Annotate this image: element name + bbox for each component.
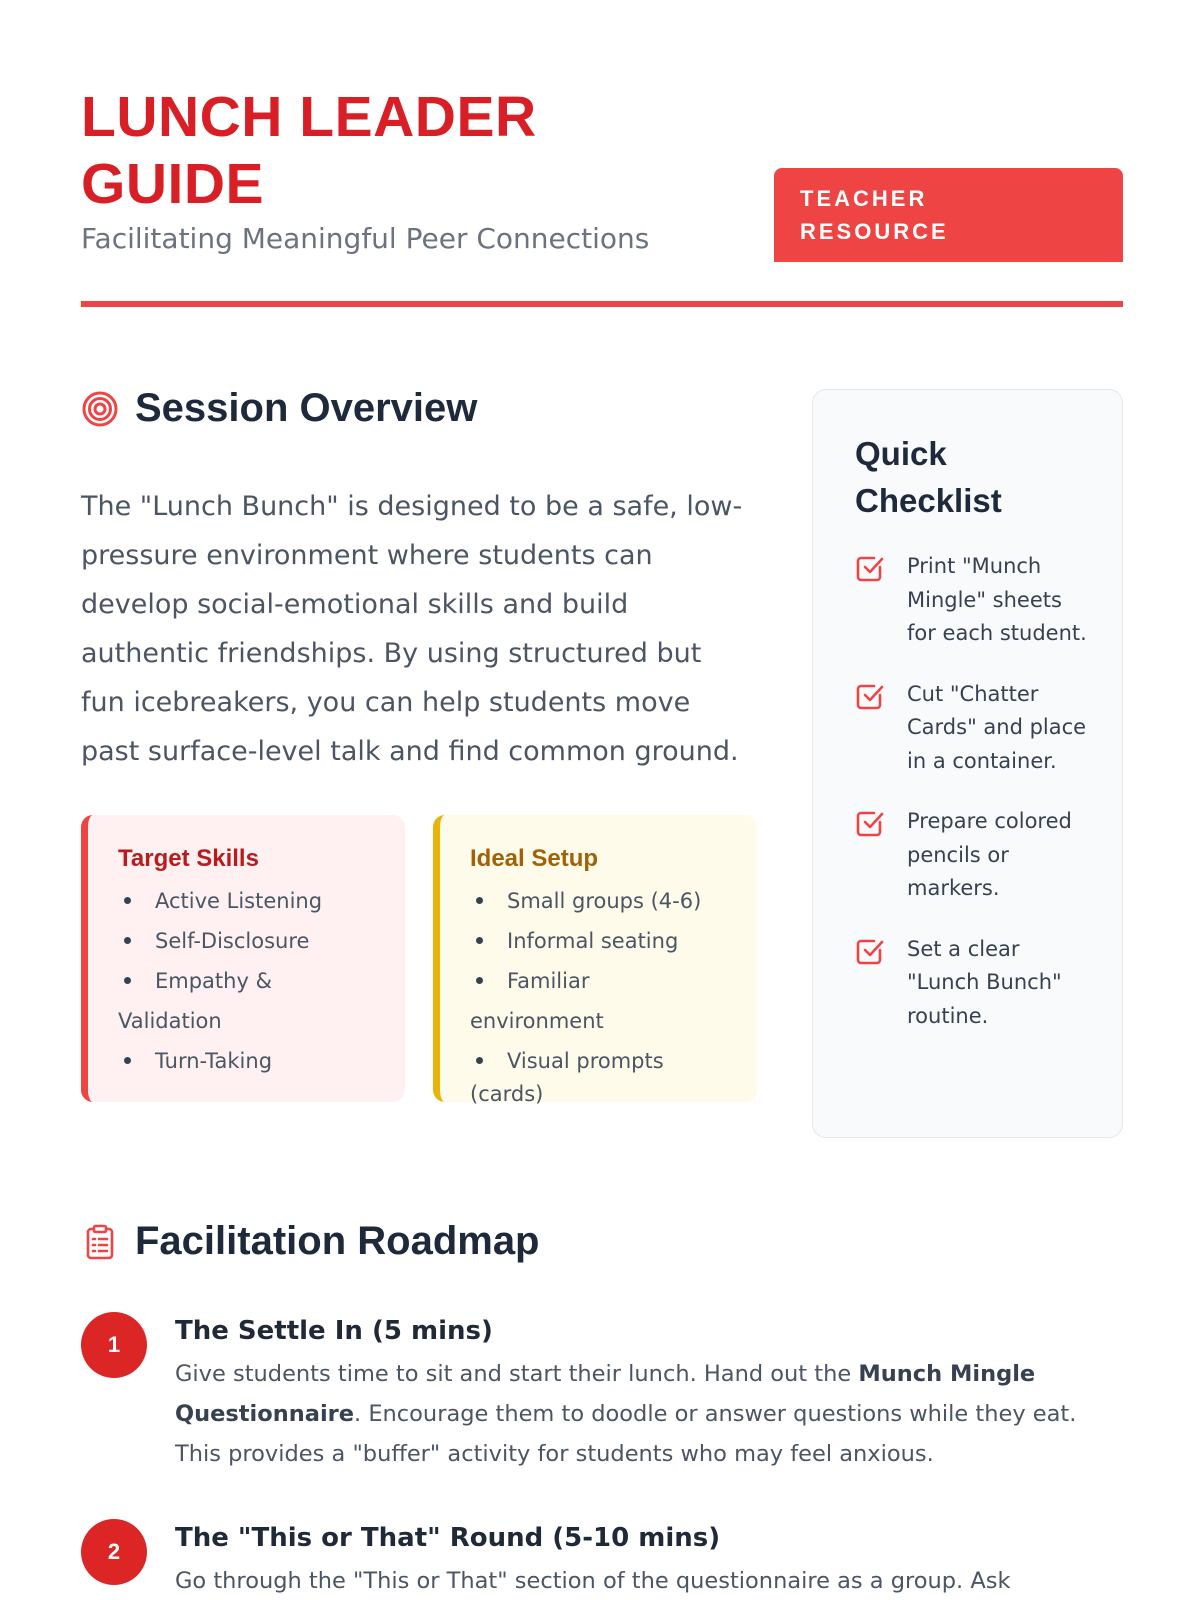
page-header (81, 84, 1123, 255)
header-divider (81, 301, 1123, 307)
roadmap-step (81, 1316, 1123, 1474)
checklist-item[interactable] (855, 678, 1090, 779)
list-item: Empathy & Validation (118, 969, 272, 1033)
checklist-item-text: Print "Munch Mingle" sheets for each student. (907, 554, 1087, 645)
list-item: Visual prompts (cards) (470, 1049, 664, 1106)
facilitation-roadmap-title: Facilitation Roadmap (135, 1219, 540, 1263)
overview-paragraph: The "Lunch Bunch" is designed to be a safe, low-pressure environment where students can develop social-emotional skills and build authentic friendships. By using structured but fun icebreakers, you can help students move past surface-level talk and find common ground. (81, 491, 743, 767)
checklist-item-text: Cut "Chatter Cards" and place in a container. (907, 681, 1087, 773)
step-number: 1 (81, 1312, 147, 1378)
list-item: Self-Disclosure (118, 921, 375, 961)
checkbox-checked-icon[interactable] (855, 553, 885, 583)
page-subtitle: Facilitating Meaningful Peer Connections (81, 222, 650, 255)
list-item: Informal seating (470, 921, 727, 961)
checklist-item-text: Prepare colored pencils or markers. (907, 809, 1072, 900)
target-icon (81, 390, 119, 428)
checkbox-checked-icon[interactable] (855, 936, 885, 966)
step-number: 2 (81, 1519, 147, 1585)
step-title: The Settle In (5 mins) (175, 1316, 493, 1346)
step-description: Go through the "This or That" section of the questionnaire as a group. Ask (175, 1568, 1011, 1594)
teacher-resource-badge (774, 168, 1123, 262)
checkbox-checked-icon[interactable] (855, 808, 885, 838)
checklist-item[interactable] (855, 550, 1090, 651)
checklist-item[interactable] (855, 933, 1090, 1034)
checklist-item-text: Set a clear "Lunch Bunch" routine. (907, 936, 1062, 1028)
facilitation-roadmap-heading (81, 1219, 540, 1264)
clipboard-icon (81, 1223, 119, 1261)
target-skills-card (81, 815, 405, 1102)
badge-line-2: RESOURCE (800, 219, 949, 244)
roadmap-step (81, 1523, 1123, 1600)
quick-checklist (812, 389, 1123, 1138)
ideal-setup-card (433, 815, 757, 1106)
checkbox-checked-icon[interactable] (855, 681, 885, 711)
badge-line-1: TEACHER (800, 186, 928, 211)
checklist-title: Quick Checklist (855, 435, 1002, 519)
target-skills-title: Target Skills (118, 845, 259, 872)
list-item: Small groups (4-6) (470, 881, 727, 921)
step-title: The "This or That" Round (5-10 mins) (175, 1523, 721, 1553)
list-item: Turn-Taking (118, 1041, 375, 1081)
step-description: Give students time to sit and start their lunch. Hand out the Munch Mingle Questionnaire. Encourage them to doodle or answer questions while they eat. This provides a "buffer" activity for students who may feel anxious. (175, 1361, 1077, 1467)
session-overview-heading (81, 386, 477, 431)
session-overview-title: Session Overview (135, 386, 478, 430)
page-title: LUNCH LEADER GUIDE (81, 85, 537, 216)
ideal-setup-list (470, 881, 727, 1111)
checklist-item[interactable] (855, 805, 1090, 906)
ideal-setup-title: Ideal Setup (470, 845, 599, 872)
list-item: Familiar environment (470, 969, 604, 1033)
list-item: Active Listening (118, 881, 375, 921)
target-skills-list (118, 881, 375, 1081)
